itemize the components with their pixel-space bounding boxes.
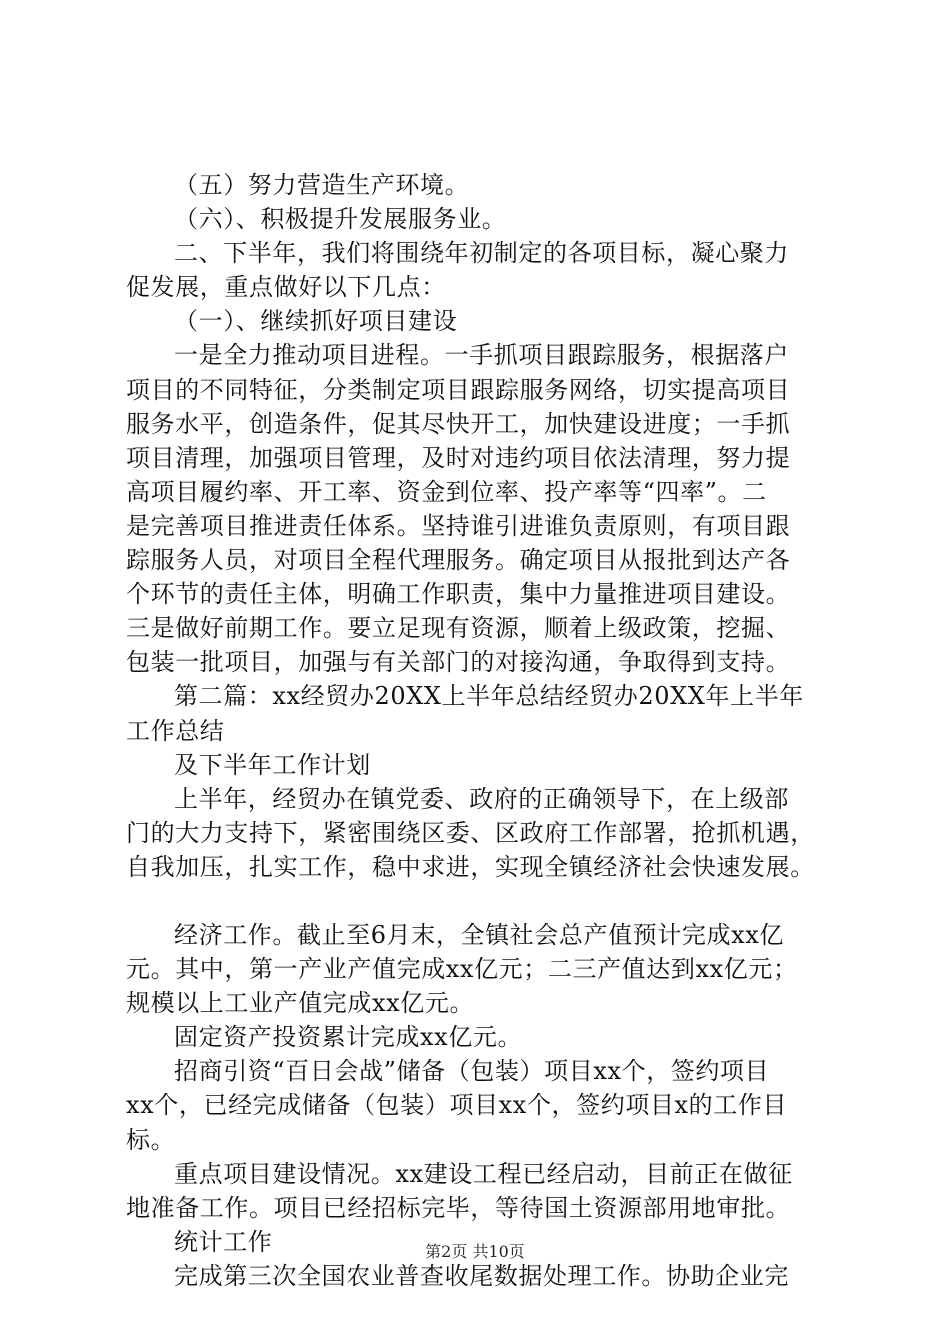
page-footer: 第2页 共10页 [425,1242,525,1261]
text-line: 经济工作。截止至6月末，全镇社会总产值预计完成xx亿 [174,920,784,949]
document-body [126,168,846,1293]
text-line: 第二篇：xx经贸办20XX上半年总结经贸办20XX年上半年 [174,682,804,711]
text-line: 二、下半年，我们将围绕年初制定的各项目标，凝心聚力 [174,239,789,268]
text-line: 促发展，重点做好以下几点： [126,273,446,302]
text-line: 三是做好前期工作。要立足现有资源，顺着上级政策，挖掘、 [126,614,791,643]
text-line: 工作总结 [126,716,225,745]
text-line: 固定资产投资累计完成xx亿元。 [174,1023,523,1052]
text-line: 自我加压，扎实工作，稳中求进，实现全镇经济社会快速发展。 [126,852,815,881]
text-line: 项目的不同特征，分类制定项目跟踪服务网络，切实提高项目 [126,375,791,404]
text-line: xx个，已经完成储备（包装）项目xx个，签约项目x的工作目 [126,1091,788,1120]
text-line: （一）、继续抓好项目建设 [174,307,458,336]
text-line [126,884,846,918]
text-line: 统计工作 [174,1227,273,1256]
text-line: 规模以上工业产值完成xx亿元。 [126,989,475,1018]
text-line: （五）努力营造生产环境。 [174,171,470,199]
text-line: 招商引资“百日会战”储备（包装）项目xx个，签约项目 [174,1057,770,1086]
text-line: 元。其中，第一产业产值完成xx亿元；二三产值达到xx亿元； [126,955,798,984]
text-line: （六）、积极提升发展服务业。 [174,205,507,234]
text-line: 完成第三次全国农业普查收尾数据处理工作。协助企业完 [174,1261,789,1290]
text-line: 上半年，经贸办在镇党委、政府的正确领导下，在上级部 [174,784,789,813]
text-line: 一是全力推动项目进程。一手抓项目跟踪服务，根据落户 [174,341,789,370]
text-line: 标。 [126,1125,176,1154]
text-line: 个环节的责任主体，明确工作职责，集中力量推进项目建设。 [126,580,791,609]
text-line: 服务水平，创造条件，促其尽快开工，加快建设进度；一手抓 [126,409,791,438]
text-line: 地准备工作。项目已经招标完毕，等待国土资源部用地审批。 [126,1193,791,1222]
text-line: 是完善项目推进责任体系。坚持谁引进谁负责原则，有项目跟 [126,511,791,540]
text-line: 高项目履约率、开工率、资金到位率、投产率等“四率”。二 [126,477,767,506]
text-line: 包装一批项目，加强与有关部门的对接沟通，争取得到支持。 [126,648,791,677]
text-line: 项目清理，加强项目管理，及时对违约项目依法清理，努力提 [126,443,791,472]
text-line: 踪服务人员，对项目全程代理服务。确定项目从报批到达产各 [126,546,791,575]
text-line: 及下半年工作计划 [174,750,371,779]
text-line: 重点项目建设情况。xx建设工程已经启动，目前正在做征 [174,1159,793,1188]
text-line: 门的大力支持下，紧密围绕区委、区政府工作部署，抢抓机遇， [126,818,815,847]
